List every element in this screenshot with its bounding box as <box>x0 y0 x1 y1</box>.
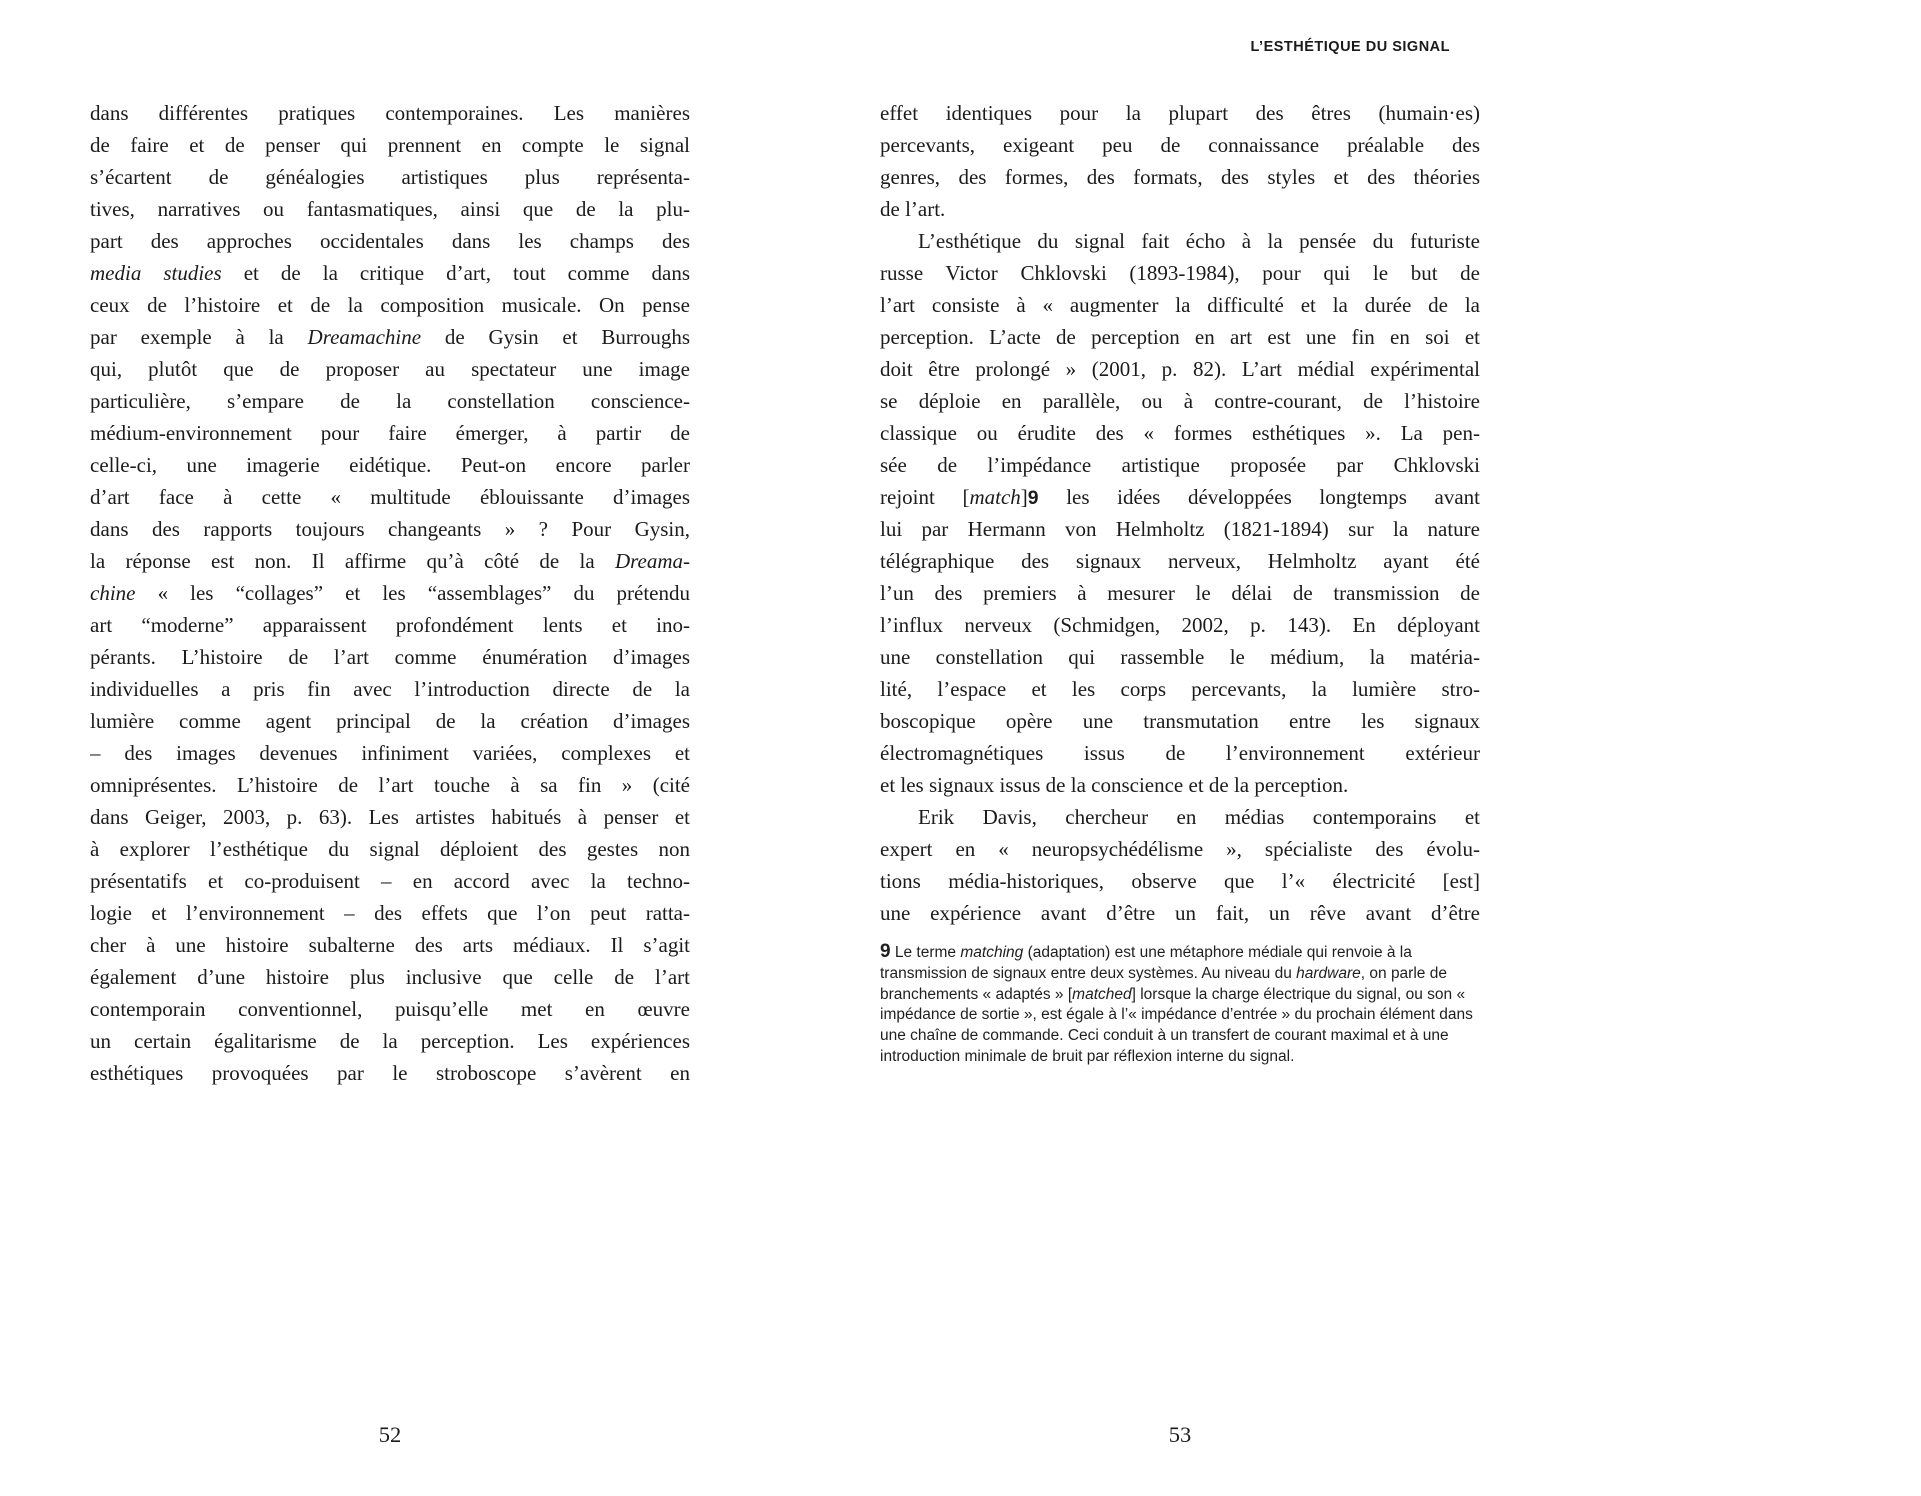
text-line <box>90 353 690 385</box>
italic-text-run: Dreamachine <box>307 325 422 349</box>
text-run: et de la critique d’art, tout comme dans <box>221 261 690 285</box>
text-run: cher à une histoire subalterne des arts médiaux. Il s’agit <box>90 933 690 957</box>
text-line <box>90 225 690 257</box>
text-line <box>90 609 690 641</box>
text-run: télégraphique des signaux nerveux, Helmholtz ayant été <box>880 549 1480 573</box>
text-run: percevants, exigeant peu de connaissance préalable des <box>880 133 1480 157</box>
text-line <box>880 769 1480 801</box>
text-line <box>880 353 1480 385</box>
text-run: omniprésentes. L’histoire de l’art touche à sa fin » (cité <box>90 773 690 797</box>
text-line <box>90 289 690 321</box>
text-run: s’écartent de généalogies artistiques plus représenta- <box>90 165 690 189</box>
text-run: médium-environnement pour faire émerger, à partir de <box>90 421 690 445</box>
text-run: l’influx nerveux (Schmidgen, 2002, p. 143). En déployant <box>880 613 1480 637</box>
italic-text-run: matched <box>1072 985 1132 1003</box>
text-run: individuelles a pris fin avec l’introduction directe de la <box>90 677 690 701</box>
text-run: électromagnétiques issus de l’environnement extérieur <box>880 741 1480 765</box>
text-line <box>90 865 690 897</box>
footnote <box>880 942 1480 1068</box>
text-line <box>90 481 690 513</box>
text-run: de faire et de penser qui prennent en compte le signal <box>90 133 690 157</box>
text-run: classique ou érudite des « formes esthétiques ». La pen- <box>880 421 1480 445</box>
page-number-right: 53 <box>1168 1422 1192 1447</box>
text-run: celle-ci, une imagerie eidétique. Peut-on encore parler <box>90 453 690 477</box>
text-run: esthétiques provoquées par le stroboscope s’avèrent en <box>90 1061 690 1085</box>
text-run: ceux de l’histoire et de la composition musicale. On pense <box>90 293 690 317</box>
text-line <box>880 577 1480 609</box>
text-line <box>90 897 690 929</box>
text-line <box>880 193 1480 225</box>
text-line <box>90 737 690 769</box>
text-run: art “moderne” apparaissent profondément lents et ino- <box>90 613 690 637</box>
text-line <box>880 833 1480 865</box>
text-line <box>880 417 1480 449</box>
text-line <box>90 961 690 993</box>
text-line <box>90 129 690 161</box>
text-run: Erik Davis, chercheur en médias contemporains et <box>918 805 1480 829</box>
text-line <box>880 545 1480 577</box>
text-run: de l’art. <box>880 197 946 221</box>
right-page-text-column <box>880 97 1480 1068</box>
text-line <box>880 609 1480 641</box>
text-run: , on parle de branchements « adaptés » [ <box>880 964 1447 1003</box>
text-line <box>880 705 1480 737</box>
text-line <box>90 929 690 961</box>
text-run: doit être prolongé » (2001, p. 82). L’art médial expérimental <box>880 357 1480 381</box>
text-run: boscopique opère une transmutation entre les signaux <box>880 709 1480 733</box>
text-run: dans différentes pratiques contemporaines. Les manières <box>90 101 690 125</box>
text-line <box>880 129 1480 161</box>
right-page-body <box>880 97 1480 929</box>
text-run: d’art face à cette « multitude éblouissante d’images <box>90 485 690 509</box>
text-line <box>90 321 690 353</box>
text-run: de Gysin et Burroughs <box>421 325 690 349</box>
text-line <box>880 97 1480 129</box>
text-run: une expérience avant d’être un fait, un rêve avant d’être <box>880 901 1480 925</box>
text-run: sée de l’impédance artistique proposée par Chklovski <box>880 453 1480 477</box>
italic-text-run: media studies <box>90 261 222 285</box>
text-run: genres, des formes, des formats, des styles et des théories <box>880 165 1480 189</box>
text-run: les idées développées longtemps avant <box>1038 485 1480 509</box>
text-line <box>90 801 690 833</box>
text-run: particulière, s’empare de la constellation conscience- <box>90 389 690 413</box>
text-line <box>880 289 1480 321</box>
italic-text-run: Dreama- <box>614 549 690 573</box>
text-line <box>90 193 690 225</box>
text-run: pérants. L’histoire de l’art comme énumération d’images <box>90 645 690 669</box>
text-line <box>880 257 1480 289</box>
text-line <box>90 449 690 481</box>
footnote-reference: 9 <box>1027 488 1039 509</box>
text-run: « les “collages” et les “assemblages” du prétendu <box>135 581 690 605</box>
text-line <box>880 801 1480 833</box>
text-run: qui, plutôt que de proposer au spectateur une image <box>90 357 690 381</box>
text-run: Le terme <box>890 944 961 961</box>
text-line <box>90 769 690 801</box>
text-run: présentatifs et co-produisent – en accord avec la techno- <box>90 869 690 893</box>
left-page-text-column <box>90 97 690 1089</box>
text-line <box>90 161 690 193</box>
text-line <box>880 385 1480 417</box>
text-line <box>90 577 690 609</box>
page-number-left: 52 <box>378 1422 402 1447</box>
text-run: part des approches occidentales dans les champs des <box>90 229 690 253</box>
text-run: par exemple à la <box>90 325 308 349</box>
text-line <box>90 417 690 449</box>
text-line <box>90 641 690 673</box>
text-run: tions média-historiques, observe que l’« électricité [est] <box>880 869 1480 893</box>
text-run: logie et l’environnement – des effets que l’on peut ratta- <box>90 901 690 925</box>
text-run: à explorer l’esthétique du signal déploient des gestes non <box>90 837 690 861</box>
italic-text-run: chine <box>90 581 136 605</box>
text-run: l’art consiste à « augmenter la difficulté et la durée de la <box>880 293 1480 317</box>
text-run: l’un des premiers à mesurer le délai de transmission de <box>880 581 1480 605</box>
text-run: la réponse est non. Il affirme qu’à côté de la <box>90 549 615 573</box>
text-run: expert en « neuropsychédélisme », spécialiste des évolu- <box>880 837 1480 861</box>
text-line <box>880 673 1480 705</box>
text-line <box>880 897 1480 929</box>
text-run: ] lorsque la charge électrique du signal, ou son « impédance de sortie », est égale à l’« impédance d’entrée » du prochain élément dans une chaîne de commande. Ceci conduit à un transfert de courant maximal et à une introduction minimale de bruit par réflexion interne du signal. <box>880 985 1473 1065</box>
text-line <box>90 385 690 417</box>
text-line <box>880 865 1480 897</box>
text-line <box>880 513 1480 545</box>
italic-text-run: matching <box>960 944 1024 961</box>
running-title: L’ESTHÉTIQUE DU SIGNAL <box>1250 39 1450 55</box>
text-run: – des images devenues infiniment variées, complexes et <box>90 741 690 765</box>
text-run: lui par Hermann von Helmholtz (1821-1894) sur la nature <box>880 517 1480 541</box>
text-run: L’esthétique du signal fait écho à la pensée du futuriste <box>918 229 1480 253</box>
text-run: et les signaux issus de la conscience et de la perception. <box>880 773 1349 797</box>
text-run: dans Geiger, 2003, p. 63). Les artistes habitués à penser et <box>90 805 690 829</box>
text-run: perception. L’acte de perception en art est une fin en soi et <box>880 325 1480 349</box>
italic-text-run: match <box>969 485 1021 509</box>
text-line <box>90 1025 690 1057</box>
text-line <box>880 321 1480 353</box>
text-line <box>880 737 1480 769</box>
text-run: dans des rapports toujours changeants » ? Pour Gysin, <box>90 517 690 541</box>
text-run: se déploie en parallèle, ou à contre-courant, de l’histoire <box>880 389 1480 413</box>
text-run: un certain égalitarisme de la perception. Les expériences <box>90 1029 690 1053</box>
text-run: lité, l’espace et les corps percevants, la lumière stro- <box>880 677 1480 701</box>
text-line <box>880 449 1480 481</box>
text-line <box>90 513 690 545</box>
text-run: également d’une histoire plus inclusive que celle de l’art <box>90 965 690 989</box>
footnote-marker: 9 <box>880 941 891 962</box>
text-line <box>880 225 1480 257</box>
text-line <box>90 97 690 129</box>
text-line <box>90 993 690 1025</box>
text-line <box>880 161 1480 193</box>
text-run: ] <box>1020 485 1028 509</box>
text-line <box>90 257 690 289</box>
italic-text-run: hardware <box>1296 964 1361 982</box>
text-run: tives, narratives ou fantasmatiques, ainsi que de la plu- <box>90 197 690 221</box>
text-line <box>90 545 690 577</box>
text-run: une constellation qui rassemble le médium, la matéria- <box>880 645 1480 669</box>
text-line <box>90 705 690 737</box>
text-run: (adaptation) est une métaphore médiale qui renvoie à la transmission de signaux entre deux systèmes. Au niveau du <box>880 944 1412 982</box>
text-line <box>880 641 1480 673</box>
text-run: contemporain conventionnel, puisqu’elle met en œuvre <box>90 997 690 1021</box>
text-line <box>880 481 1480 513</box>
text-line <box>90 1057 690 1089</box>
text-line <box>90 833 690 865</box>
text-run: effet identiques pour la plupart des êtres (humain·es) <box>880 101 1480 125</box>
text-line <box>90 673 690 705</box>
text-run: russe Victor Chklovski (1893-1984), pour qui le but de <box>880 261 1480 285</box>
text-run: rejoint [ <box>880 485 970 509</box>
text-run: lumière comme agent principal de la création d’images <box>90 709 690 733</box>
